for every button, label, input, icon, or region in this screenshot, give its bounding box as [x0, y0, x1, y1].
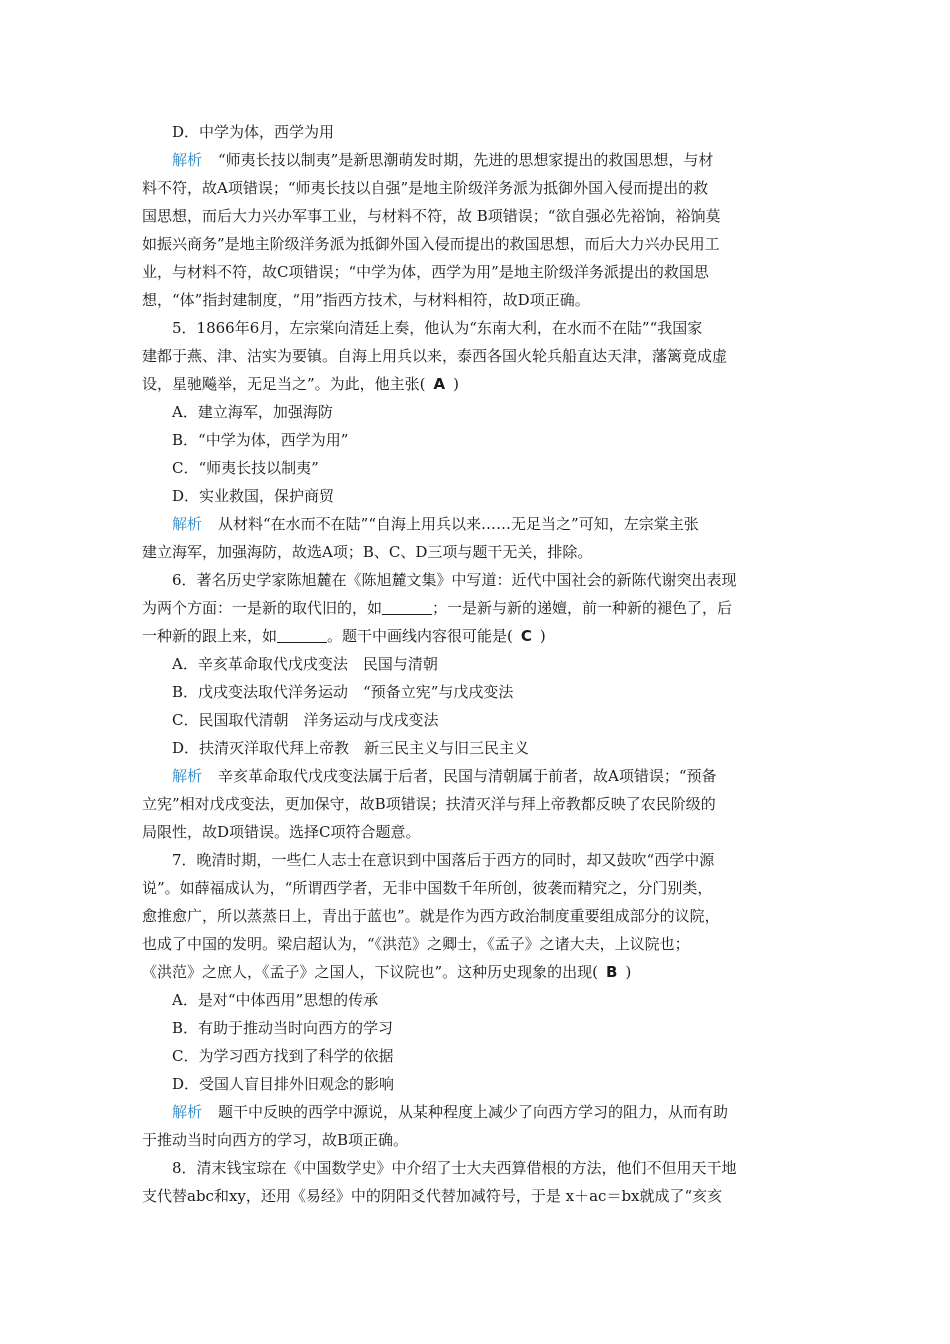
- q7-option-c: C．为学习西方找到了科学的依据: [172, 1047, 394, 1065]
- q6-stem-line: 一种新的跟上来，如 。题干中画线内容很可能是( C ): [142, 627, 546, 645]
- q6-analysis-line: 解析 辛亥革命取代戊戌变法属于后者，民国与清朝属于前者，故A项错误；“预备: [172, 767, 717, 785]
- q5-option-a: A．建立海军，加强海防: [172, 403, 333, 421]
- q5-analysis-line: 解析 从材料“在水而不在陆”“自海上用兵以来……无足当之”可知，左宗棠主张: [172, 515, 699, 533]
- q7-option-d: D．受国人盲目排外旧观念的影响: [172, 1075, 395, 1093]
- q6-option-b: B．戊戌变法取代洋务运动 “预备立宪”与戊戌变法: [172, 683, 514, 701]
- analysis-label: 解析: [172, 515, 203, 533]
- q8-stem-line: 8．清末钱宝琮在《中国数学史》中介绍了士大夫西算借根的方法，他们不但用天干地: [172, 1159, 737, 1177]
- q5-analysis-line: 建立海军，加强海防，故选A项；B、C、D三项与题干无关，排除。: [142, 543, 593, 561]
- q5-stem-line: 设，星驰飚举，无足当之”。为此，他主张( A ): [142, 375, 459, 393]
- q6-option-c: C．民国取代清朝 洋务运动与戊戌变法: [172, 711, 439, 729]
- q5-option-b: B．“中学为体，西学为用”: [172, 431, 349, 449]
- q6-stem-line: 6．著名历史学家陈旭麓在《陈旭麓文集》中写道：近代中国社会的新陈代谢突出表现: [172, 571, 737, 589]
- q4-analysis-line: 国思想，而后大力兴办军事工业，与材料不符，故 B项错误；“欲自强必先裕饷，裕饷莫: [142, 207, 721, 225]
- q6-answer: C: [520, 627, 532, 645]
- q6-stem-line: 为两个方面：一是新的取代旧的，如 ；一是新与新的递嬗，前一种新的褪色了，后: [142, 599, 733, 617]
- q7-stem-line: 愈推愈广，所以蒸蒸日上，青出于蓝也”。就是作为西方政治制度重要组成部分的议院，: [142, 907, 720, 925]
- q5-stem-line: 5．1866年6月，左宗棠向清廷上奏，他认为“东南大利，在水而不在陆”“我国家: [172, 319, 703, 337]
- q5-stem-line: 建都于燕、津、沽实为要镇。自海上用兵以来，泰西各国火轮兵船直达天津，藩篱竟成虚: [142, 347, 728, 365]
- q8-stem-line: 支代替abc和xy，还用《易经》中的阴阳爻代替加减符号，于是 x＋ac＝bx就成了“亥亥: [142, 1187, 723, 1205]
- q6-analysis-line: 立宪”相对戊戌变法，更加保守，故B项错误；扶清灭洋与拜上帝教都反映了农民阶级的: [142, 795, 716, 813]
- q7-stem-line: 说”。如薛福成认为，“所谓西学者，无非中国数千年所创，彼袭而精究之，分门别类，: [142, 879, 713, 897]
- q7-stem-line: 也成了中国的发明。梁启超认为，“《洪范》之卿士，《孟子》之诸大夫，上议院也；: [142, 935, 690, 953]
- analysis-label: 解析: [172, 1103, 203, 1121]
- q7-option-b: B．有助于推动当时向西方的学习: [172, 1019, 394, 1037]
- q6-option-d: D．扶清灭洋取代拜上帝教 新三民主义与旧三民主义: [172, 739, 530, 757]
- q5-answer: A: [433, 375, 446, 393]
- q7-answer: B: [606, 963, 618, 981]
- q7-analysis-line: 解析 题干中反映的西学中源说，从某种程度上减少了向西方学习的阻力，从而有助: [172, 1103, 729, 1121]
- q5-option-c: C．“师夷长技以制夷”: [172, 459, 319, 477]
- q4-analysis-line: 解析 “师夷长技以制夷”是新思潮萌发时期，先进的思想家提出的救国思想，与材: [172, 151, 714, 169]
- q6-analysis-line: 局限性，故D项错误。选择C项符合题意。: [142, 823, 421, 841]
- q6-option-a: A．辛亥革命取代戊戌变法 民国与清朝: [172, 655, 438, 673]
- q4-analysis-line: 想，“体”指封建制度，“用”指西方技术，与材料相符，故D项正确。: [142, 291, 590, 309]
- q7-stem-line: 《洪范》之庶人，《孟子》之国人，下议院也”。这种历史现象的出现( B ): [142, 963, 632, 981]
- q4-analysis-line: 业，与材料不符，故C项错误；“中学为体，西学为用”是地主阶级洋务派提出的救国思: [142, 263, 709, 281]
- document-page: [142, 118, 808, 1210]
- analysis-label: 解析: [172, 151, 203, 169]
- q5-option-d: D．实业救国，保护商贸: [172, 487, 335, 505]
- q4-analysis-line: 如振兴商务”是地主阶级洋务派为抵御外国入侵而提出的救国思想，而后大力兴办民用工: [142, 235, 720, 253]
- q4-option-d: D．中学为体，西学为用: [172, 123, 335, 141]
- q4-analysis-line: 料不符，故A项错误；“师夷长技以自强”是地主阶级洋务派为抵御外国入侵而提出的救: [142, 179, 709, 197]
- q7-option-a: A．是对“中体西用”思想的传承: [172, 991, 379, 1009]
- analysis-label: 解析: [172, 767, 203, 785]
- blank-underline: [382, 598, 432, 615]
- q7-stem-line: 7．晚清时期，一些仁人志士在意识到中国落后于西方的同时，却又鼓吹“西学中源: [172, 851, 715, 869]
- q7-analysis-line: 于推动当时向西方的学习，故B项正确。: [142, 1131, 409, 1149]
- blank-underline: [277, 626, 327, 643]
